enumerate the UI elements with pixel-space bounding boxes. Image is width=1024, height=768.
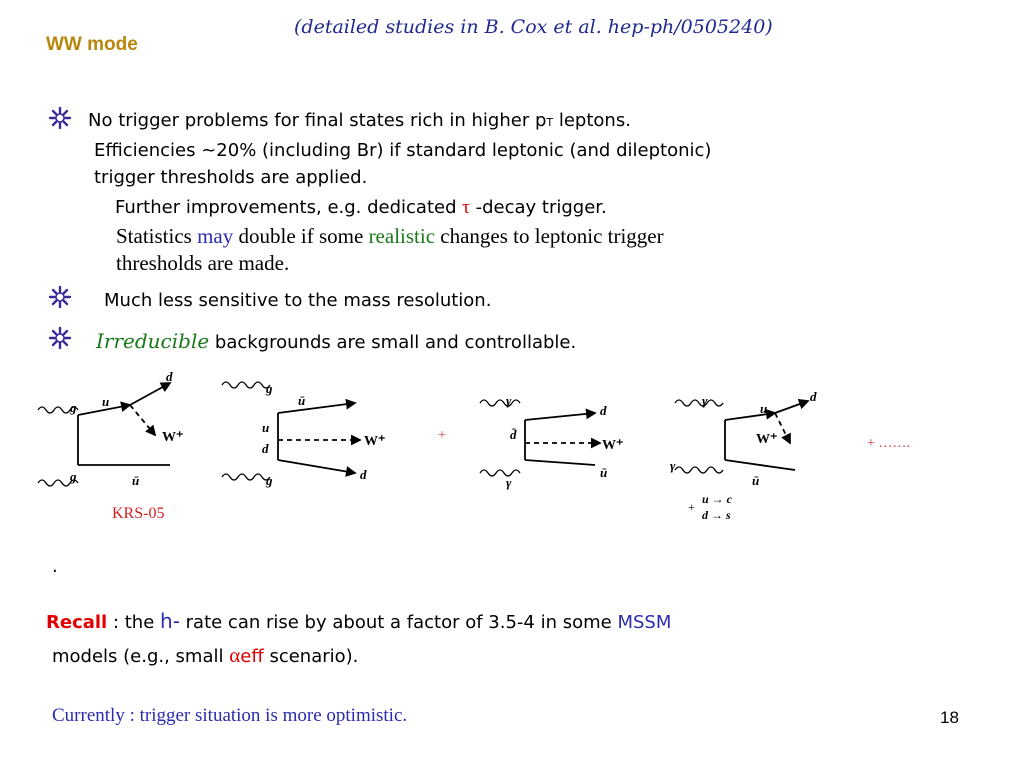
krs-label: KRS-05	[112, 505, 165, 522]
label-u: u	[760, 401, 768, 416]
recall-line2-text: models (e.g., small	[52, 646, 230, 667]
label-d: d	[166, 369, 173, 384]
label-d-to-s: d → s	[702, 508, 731, 522]
ubar-line	[525, 460, 595, 465]
irreducible-word: Irreducible	[96, 329, 210, 353]
label-g1: g	[266, 381, 273, 396]
reference-note: (detailed studies in B. Cox et al. hep-ph/0505240)	[294, 16, 773, 38]
changes-text: changes to leptonic trigger	[435, 224, 664, 248]
quark-d-line	[130, 383, 170, 405]
asterisk-flower-icon	[48, 326, 72, 350]
label-ubar: ū	[132, 473, 140, 488]
diagram-gg-ww-2	[222, 381, 385, 488]
label-g2: g	[70, 469, 77, 484]
alpha-symbol: α	[229, 643, 241, 667]
may-word: may	[197, 224, 234, 248]
realistic-word: realistic	[368, 224, 436, 248]
photon-line-top	[480, 400, 520, 406]
label-ubar: ū	[752, 473, 760, 488]
asterisk-flower-icon	[48, 106, 72, 130]
photon-line-bottom	[675, 467, 723, 473]
diagram-gamma-gamma-ww-2	[670, 389, 817, 522]
label-dbar: d̄	[510, 427, 517, 442]
label-ubar: ū	[298, 393, 306, 408]
label-u-to-c: u → c	[702, 492, 732, 506]
mssm-word: MSSM	[617, 612, 672, 633]
label-u: u	[262, 420, 270, 435]
plus-more: + …….	[867, 436, 910, 451]
label-d2: d	[360, 467, 367, 482]
label-u: u	[102, 394, 110, 409]
bullet1-line3: trigger thresholds are applied.	[94, 167, 368, 188]
double-text: double if some	[233, 224, 369, 248]
label-gamma2: γ	[670, 458, 676, 473]
pt-subscript: T	[546, 116, 554, 129]
bullet1-line4-text: Further improvements, e.g. dedicated	[115, 197, 463, 218]
bullet3-line	[96, 329, 576, 353]
label-w: W⁺	[602, 438, 624, 453]
page-number: 18	[940, 708, 959, 727]
bullet1-line5	[116, 224, 664, 249]
u-line	[725, 413, 775, 420]
bullet1-line1-end: leptons.	[553, 110, 631, 131]
gluon-line-bottom	[222, 474, 270, 480]
eff-subscript: eff	[240, 646, 264, 667]
bullet1-line1-text: No trigger problems for final states rich in higher p	[88, 110, 547, 131]
gluon-line-top	[222, 382, 270, 388]
feynman-diagrams	[30, 365, 950, 530]
diagram-gamma-gamma-ww-1	[480, 393, 623, 490]
recall-line2-end: scenario).	[263, 646, 359, 667]
label-w: W⁺	[162, 430, 184, 445]
d-line	[775, 401, 808, 413]
recall-part1: : the	[107, 612, 161, 633]
w-boson-line	[130, 405, 155, 435]
label-g2: g	[266, 473, 273, 488]
bullet3-text: backgrounds are small and controllable.	[209, 332, 577, 353]
label-d: d	[810, 389, 817, 404]
photon-line-bottom	[480, 470, 520, 476]
statistics-text: Statistics	[116, 224, 198, 248]
label-g1: g	[70, 400, 77, 415]
bullet1-line1	[88, 110, 631, 131]
diagram-gg-ww-1	[38, 369, 183, 488]
label-w: W⁺	[364, 434, 386, 449]
ubar-line	[725, 460, 795, 470]
recall-line2	[52, 643, 358, 668]
plus-sign: +	[438, 428, 446, 443]
label-d: d	[600, 403, 607, 418]
photon-line-top	[675, 400, 723, 406]
label-plus: +	[688, 500, 695, 514]
slide-title: WW mode	[46, 34, 138, 55]
ubar-line	[278, 403, 355, 413]
d-line	[278, 460, 355, 473]
recall-line1	[46, 609, 671, 633]
asterisk-flower-icon	[48, 285, 72, 309]
stray-dot: .	[52, 556, 58, 577]
d-line	[525, 413, 595, 420]
bullet2-text: Much less sensitive to the mass resolution.	[104, 290, 492, 311]
bullet1-line6: thresholds are made.	[116, 251, 290, 275]
label-gamma1: γ	[506, 393, 512, 408]
bullet1-line4	[115, 197, 607, 219]
footer-note: Currently : trigger situation is more optimistic.	[52, 705, 408, 726]
bullet1-line2: Efficiencies ~20% (including Br) if standard leptonic (and dileptonic)	[94, 140, 712, 161]
label-gamma1: γ	[702, 393, 708, 408]
recall-part2: rate can rise by about a factor of 3.5-4 in some	[179, 612, 618, 633]
h-symbol: h-	[160, 609, 180, 633]
label-d1: d	[262, 441, 269, 456]
recall-label: Recall	[46, 612, 108, 633]
label-gamma2: γ	[506, 475, 512, 490]
bullet1-line4-end: -decay trigger.	[469, 197, 607, 218]
label-w: W⁺	[756, 432, 778, 447]
tau-symbol: τ	[462, 197, 470, 218]
label-ubar: ū	[600, 465, 608, 480]
